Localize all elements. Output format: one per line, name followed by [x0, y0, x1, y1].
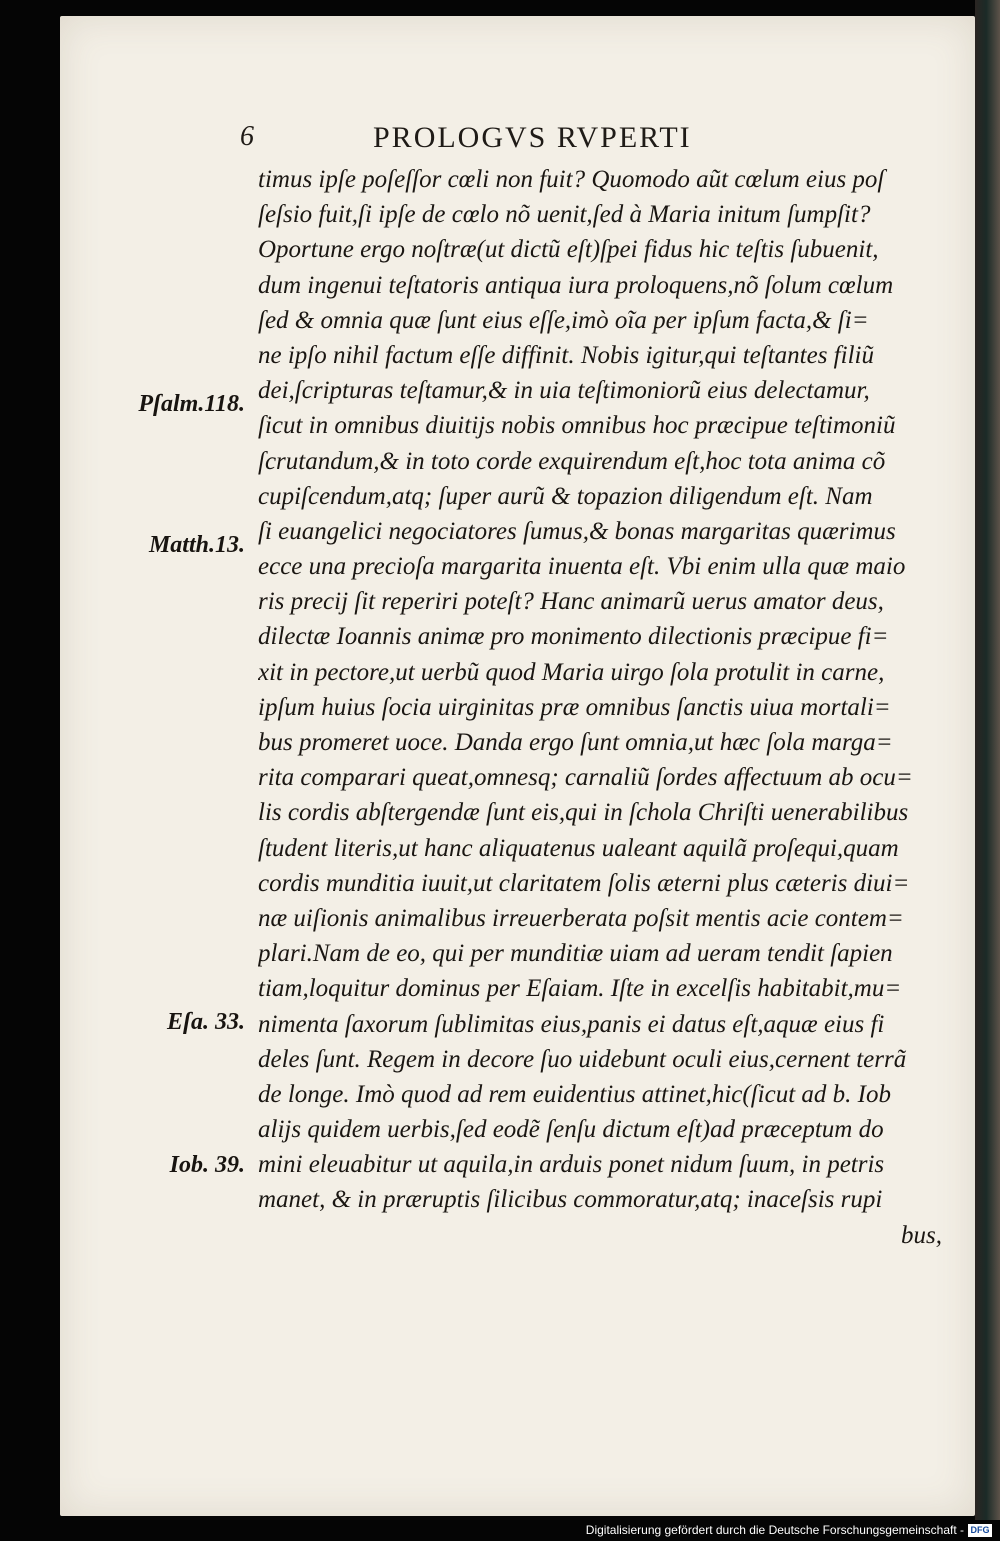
text-line: ſcrutandum,& in toto corde exquirendum eſt,hoc tota anima cõ	[258, 447, 886, 475]
text-line: deles ſunt. Regem in decore ſuo uidebunt oculi eius,cernent terrã	[258, 1045, 907, 1073]
marginal-notes	[95, 0, 245, 1541]
text-line: cordis munditia iuuit,ut claritatem ſolis æterni plus cæteris diui=	[258, 869, 910, 897]
text-line: lis cordis abſtergendæ ſunt eis,qui in ſchola Chriſti uenerabilibus	[258, 799, 909, 827]
text-line: ecce una precioſa margarita inuenta eſt. Vbi enim ulla quæ maio	[258, 553, 906, 581]
text-line: dum ingenui teſtatoris antiqua iura proloquens,nõ ſolum cœlum	[258, 271, 894, 299]
text-line: næ uiſionis animalibus irreuerberata poſsit mentis acie contem=	[258, 904, 904, 932]
text-line: bus promeret uoce. Danda ergo ſunt omnia,ut hæc ſola marga=	[258, 729, 893, 756]
main-text	[258, 162, 950, 1253]
text-line: dei,ſcripturas teſtamur,& in uia teſtimoniorũ eius delectamur,	[258, 377, 870, 405]
page-number: 6	[240, 121, 254, 152]
text-line: ſeſsio fuit,ſi ipſe de cœlo nõ uenit,ſed à Maria initum ſumpſit?	[258, 201, 871, 229]
text-line: dilectæ Ioannis animæ pro monimento dilectionis præcipue fi=	[258, 623, 889, 651]
running-head	[240, 121, 980, 157]
text-line: ipſum huius ſocia uirginitas præ omnibus ſanctis uiua mortali=	[258, 693, 891, 721]
text-line: alijs quidem uerbis,ſed eodẽ ſenſu dictum eſt)ad præceptum do	[258, 1116, 884, 1144]
text-line: timus ipſe poſeſſor cœli non fuit? Quomodo aũt cœlum eius poſ	[258, 166, 885, 193]
text-line: de longe. Imò quod ad rem euidentius attinet,hic(ſicut ad b. Iob	[258, 1080, 891, 1108]
text-line: plari.Nam de eo, qui per munditiæ uiam ad ueram tendit ſapien	[258, 940, 893, 968]
text-line: ſi euangelici negociatores ſumus,& bonas margaritas quærimus	[258, 517, 896, 545]
text-line: rita comparari queat,omnesq; carnaliũ ſordes affectuum ab ocu=	[258, 764, 913, 792]
marginal-note-iob: Iob. 39.	[169, 1152, 245, 1178]
text-line: cupiſcendum,atq; ſuper aurũ & topazion diligendum eſt. Nam	[258, 482, 873, 510]
digitization-footer	[0, 1520, 1000, 1541]
text-line: manet, & in præruptis ſilicibus commoratur,atq; inaceſsis rupi	[258, 1186, 883, 1214]
marginal-note-esaias: Eſa. 33.	[167, 1009, 245, 1035]
text-line: xit in pectore,ut uerbũ quod Maria uirgo ſola protulit in carne,	[258, 658, 885, 686]
dfg-logo: DFG	[968, 1524, 992, 1537]
running-head-title: PROLOGVS RVPERTI	[373, 121, 692, 154]
digitization-credit: Digitalisierung gefördert durch die Deutsche Forschungsgemeinschaft -	[585, 1523, 964, 1537]
marginal-note-psalm: Pſalm.118.	[138, 391, 245, 417]
marginal-note-matthew: Matth.13.	[148, 532, 245, 558]
text-line: tiam,loquitur dominus per Eſaiam. Iſte in excelſis habitabit,mu=	[258, 975, 902, 1003]
text-line: bus,	[901, 1221, 942, 1249]
text-line: ſicut in omnibus diuitijs nobis omnibus hoc præcipue teſtimoniũ	[258, 412, 896, 440]
text-line: Oportune ergo noſtræ(ut dictũ eſt)ſpei fidus hic teſtis ſubuenit,	[258, 236, 879, 264]
book-binding-edge	[975, 0, 1000, 1520]
text-line: ſed & omnia quæ ſunt eius eſſe,imò oĩa per ipſum facta,& ſi=	[258, 306, 869, 334]
text-line: ſtudent literis,ut hanc aliquatenus ualeant aquilã proſequi,quam	[258, 834, 899, 862]
text-line: nimenta ſaxorum ſublimitas eius,panis ei datus eſt,aquæ eius fi	[258, 1010, 885, 1038]
text-line: ris precij ſit reperiri poteſt? Hanc animarũ uerus amator deus,	[258, 588, 884, 616]
text-line: ne ipſo nihil factum eſſe diffinit. Nobis igitur,qui teſtantes filiũ	[258, 341, 874, 369]
text-line: mini eleuabitur ut aquila,in arduis ponet nidum ſuum, in petris	[258, 1151, 885, 1179]
